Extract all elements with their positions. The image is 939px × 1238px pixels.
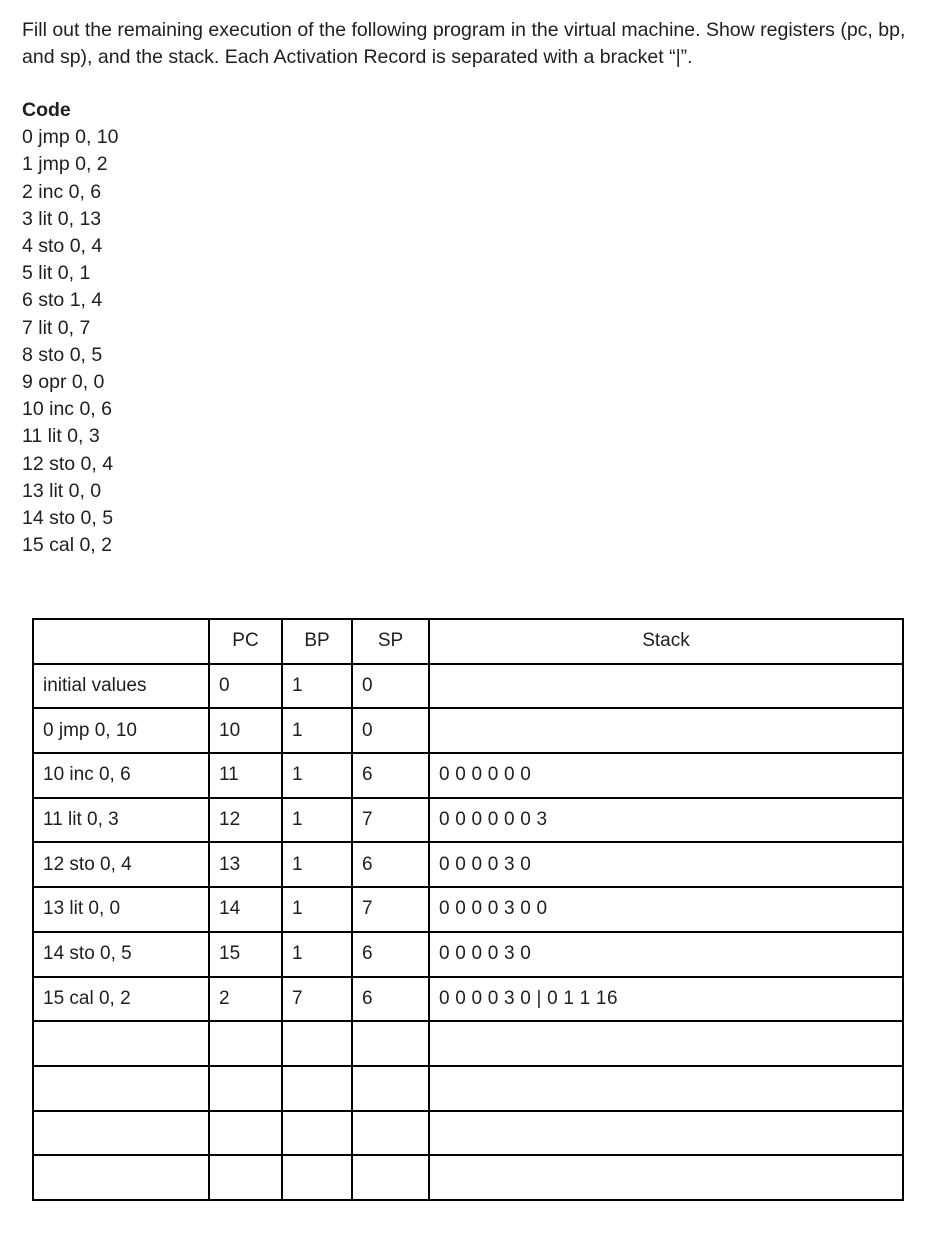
cell-bp[interactable] (282, 1021, 352, 1066)
header-stack: Stack (429, 619, 903, 664)
cell-sp: 6 (352, 932, 429, 977)
cell-sp: 0 (352, 664, 429, 709)
cell-stack[interactable] (429, 1066, 903, 1111)
cell-pc: 15 (209, 932, 282, 977)
table-row (33, 1021, 903, 1066)
code-line: 14 sto 0, 5 (22, 507, 114, 530)
code-line: 7 lit 0, 7 (22, 316, 91, 339)
cell-stack: 0 0 0 0 0 0 3 (429, 798, 903, 843)
cell-bp[interactable] (282, 1066, 352, 1111)
code-line: 9 opr 0, 0 (22, 371, 105, 394)
cell-stack[interactable] (429, 1111, 903, 1156)
code-line: 0 jmp 0, 10 (22, 126, 119, 149)
cell-sp: 0 (352, 708, 429, 753)
table-row (33, 753, 903, 798)
execution-trace-table (32, 618, 904, 1201)
cell-sp: 6 (352, 842, 429, 887)
cell-stack: 0 0 0 0 3 0 0 (429, 887, 903, 932)
cell-instruction[interactable] (33, 1111, 209, 1156)
cell-instruction: 0 jmp 0, 10 (33, 708, 209, 753)
code-line: 13 lit 0, 0 (22, 479, 102, 502)
table-row (33, 932, 903, 977)
code-line: 15 cal 0, 2 (22, 534, 112, 557)
cell-instruction: 10 inc 0, 6 (33, 753, 209, 798)
cell-instruction: 14 sto 0, 5 (33, 932, 209, 977)
code-line: 4 sto 0, 4 (22, 235, 103, 258)
cell-bp: 1 (282, 753, 352, 798)
table-row (33, 977, 903, 1022)
cell-pc: 14 (209, 887, 282, 932)
code-title: Code (22, 99, 71, 121)
cell-pc: 13 (209, 842, 282, 887)
cell-pc[interactable] (209, 1066, 282, 1111)
cell-pc[interactable] (209, 1155, 282, 1200)
code-section (22, 97, 118, 559)
cell-instruction: initial values (33, 664, 209, 709)
cell-pc: 12 (209, 798, 282, 843)
code-line: 8 sto 0, 5 (22, 343, 103, 366)
cell-bp: 7 (282, 977, 352, 1022)
cell-stack[interactable] (429, 1155, 903, 1200)
cell-instruction: 13 lit 0, 0 (33, 887, 209, 932)
cell-sp: 6 (352, 977, 429, 1022)
cell-pc: 0 (209, 664, 282, 709)
cell-bp: 1 (282, 798, 352, 843)
cell-stack[interactable] (429, 1021, 903, 1066)
instructions-text: Fill out the remaining execution of the following program in the virtual machine. Show registers (pc, bp, and sp), and the stack. Each Activation Record is separated with a bracket “|”. (22, 19, 906, 68)
cell-sp[interactable] (352, 1111, 429, 1156)
cell-stack: 0 0 0 0 3 0 | 0 1 1 16 (429, 977, 903, 1022)
cell-instruction[interactable] (33, 1155, 209, 1200)
cell-sp[interactable] (352, 1155, 429, 1200)
cell-instruction: 15 cal 0, 2 (33, 977, 209, 1022)
cell-instruction: 11 lit 0, 3 (33, 798, 209, 843)
code-line: 2 inc 0, 6 (22, 180, 102, 203)
table-row (33, 1111, 903, 1156)
cell-stack: 0 0 0 0 0 0 (429, 753, 903, 798)
table-header-row (33, 619, 903, 664)
cell-instruction: 12 sto 0, 4 (33, 842, 209, 887)
cell-bp: 1 (282, 932, 352, 977)
table-row (33, 798, 903, 843)
cell-pc: 10 (209, 708, 282, 753)
code-line: 1 jmp 0, 2 (22, 153, 108, 176)
header-pc: PC (209, 619, 282, 664)
code-line: 12 sto 0, 4 (22, 452, 114, 475)
cell-sp: 7 (352, 798, 429, 843)
code-line: 6 sto 1, 4 (22, 289, 103, 312)
header-instruction (33, 619, 209, 664)
cell-bp: 1 (282, 708, 352, 753)
cell-sp: 7 (352, 887, 429, 932)
table-row (33, 1066, 903, 1111)
table-row (33, 842, 903, 887)
cell-pc: 2 (209, 977, 282, 1022)
code-line: 3 lit 0, 13 (22, 207, 102, 230)
table-row (33, 664, 903, 709)
cell-pc[interactable] (209, 1021, 282, 1066)
cell-bp[interactable] (282, 1111, 352, 1156)
cell-bp: 1 (282, 842, 352, 887)
cell-sp[interactable] (352, 1021, 429, 1066)
cell-instruction[interactable] (33, 1066, 209, 1111)
cell-instruction[interactable] (33, 1021, 209, 1066)
cell-stack[interactable] (429, 664, 903, 709)
table-row (33, 708, 903, 753)
cell-stack: 0 0 0 0 3 0 (429, 932, 903, 977)
header-bp: BP (282, 619, 352, 664)
cell-bp: 1 (282, 887, 352, 932)
cell-pc[interactable] (209, 1111, 282, 1156)
cell-sp: 6 (352, 753, 429, 798)
code-line: 10 inc 0, 6 (22, 398, 112, 421)
cell-stack: 0 0 0 0 3 0 (429, 842, 903, 887)
code-line: 11 lit 0, 3 (22, 425, 100, 448)
cell-bp[interactable] (282, 1155, 352, 1200)
header-sp: SP (352, 619, 429, 664)
cell-bp: 1 (282, 664, 352, 709)
table-row (33, 1155, 903, 1200)
cell-stack[interactable] (429, 708, 903, 753)
cell-sp[interactable] (352, 1066, 429, 1111)
code-listing (22, 124, 118, 559)
cell-pc: 11 (209, 753, 282, 798)
code-line: 5 lit 0, 1 (22, 262, 91, 285)
table-row (33, 887, 903, 932)
